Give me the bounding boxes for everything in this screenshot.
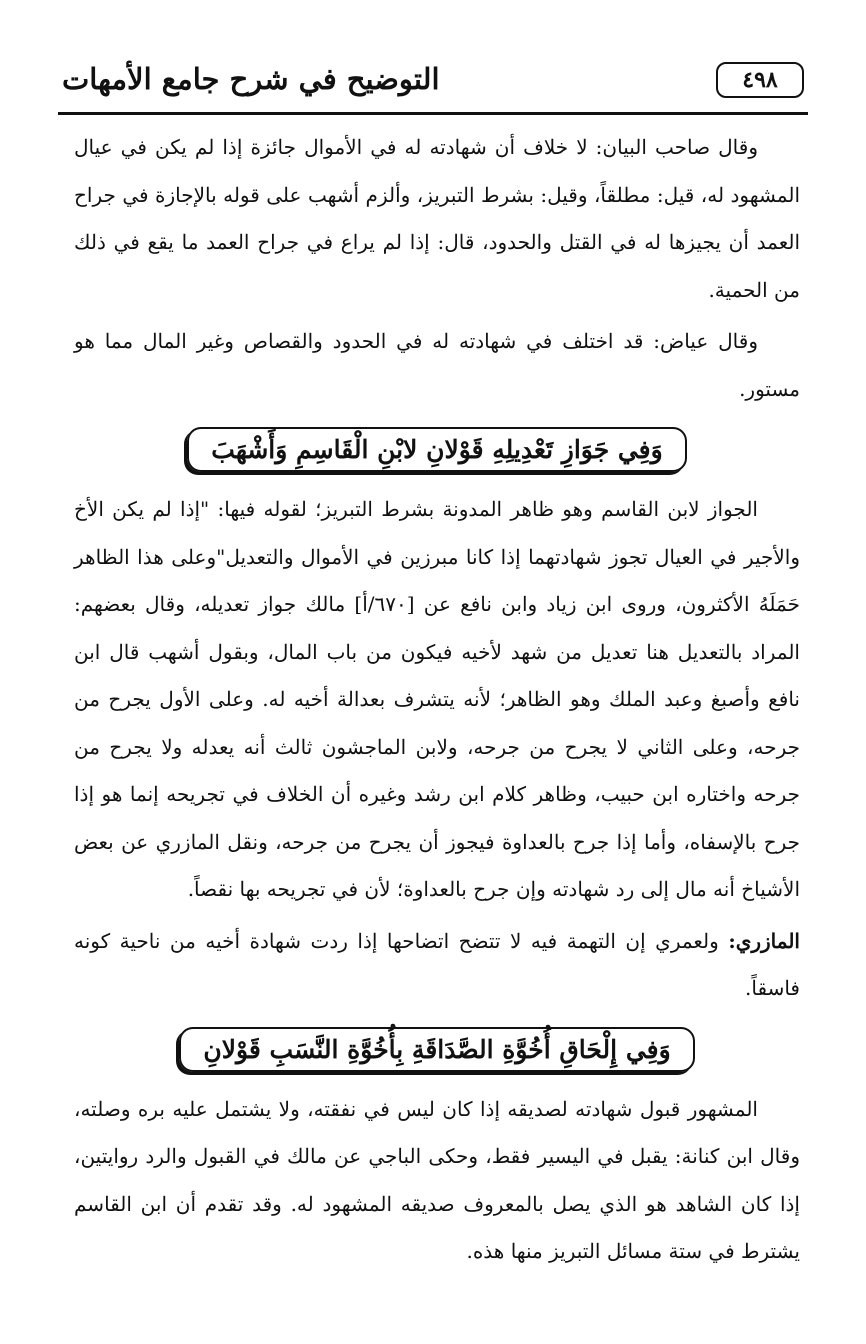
section-heading-2: وَفِي إِلْحَاقِ أُخُوَّةِ الصَّدَاقَةِ بِأُخُوَّةِ النَّسَبِ قَوْلانِ [179,1027,694,1072]
paragraph-2: وقال عياض: قد اختلف في شهادته له في الحدود والقصاص وغير المال مما هو مستور. [74,329,800,401]
page-header [58,56,808,115]
paragraph-5: المشهور قبول شهادته لصديقه إذا كان ليس في نفقته، ولا يشتمل عليه بره وصلته، وقال ابن كنانة: يقبل في اليسير فقط، وحكى الباجي عن مالك في القبول والرد روايتين، إذا كان الشاهد هو الذي يصل بالمعروف صديقه المشهود له. وقد تقدم أن ابن القاسم يشترط في ستة مسائل التبريز منها هذه. [74,1096,800,1263]
paragraph-3: الجواز لابن القاسم وهو ظاهر المدونة بشرط التبريز؛ لقوله فيها: "إذا لم يكن الأخ والأجير في العيال تجوز شهادتهما إذا كانا مبرزين في الأموال والتعديل"وعلى هذا الظاهر حَمَلَهُ الأكثرون، وروى ابن زياد وابن نافع عن [٦٧٠/أ] مالك جواز تعديله، وقال بعضهم: المراد بالتعديل هنا تعديل من شهد لأخيه فيكون من باب المال، وبقول أشهب قال ابن نافع وأصبغ وعبد الملك وهو الظاهر؛ لأنه يتشرف بعدالة أخيه له. وعلى الأول يجرح من جرحه، وعلى الثاني لا يجرح من جرحه، ولابن الماجشون ثالث أنه يعدله ولا يجرح من جرحه واختاره ابن حبيب، وظاهر كلام ابن رشد وغيره أن الخلاف في تجريحه إنما هو إذا جرح بالإسفاه، وأما إذا جرح بالعداوة فيجوز أن يجرح من جرحه، ونقل المازري عن بعض الأشياخ أنه مال إلى رد شهادته وإن جرح بالعداوة؛ لأن في تجريحه بها نقصاً. [74,497,801,901]
running-title: التوضيح في شرح جامع الأمهات [62,62,440,96]
page-body [74,124,800,1276]
paragraph-1: وقال صاحب البيان: لا خلاف أن شهادته له في الأموال جائزة إذا لم يكن في عيال المشهود له، قيل: مطلقاً، وقيل: بشرط التبريز، وألزم أشهب على قوله بالإجازة في جراح العمد أن يجيزها له في القتل والحدود، قال: إذا لم يراع في جراح العمد ما يقع في ذلك من الحمية. [74,135,800,302]
paragraph-4 [74,918,800,1013]
paragraph-4-label: المازري: [728,928,800,953]
section-heading-1: وَفِي جَوَازِ تَعْدِيلِهِ قَوْلانِ لابْنِ الْقَاسِمِ وَأَشْهَبَ [187,427,686,472]
page-number: ٤٩٨ [716,62,804,98]
paragraph-4-text: ولعمري إن التهمة فيه لا تتضح اتضاحها إذا ردت شهادة أخيه من ناحية كونه فاسقاً. [74,928,800,1000]
